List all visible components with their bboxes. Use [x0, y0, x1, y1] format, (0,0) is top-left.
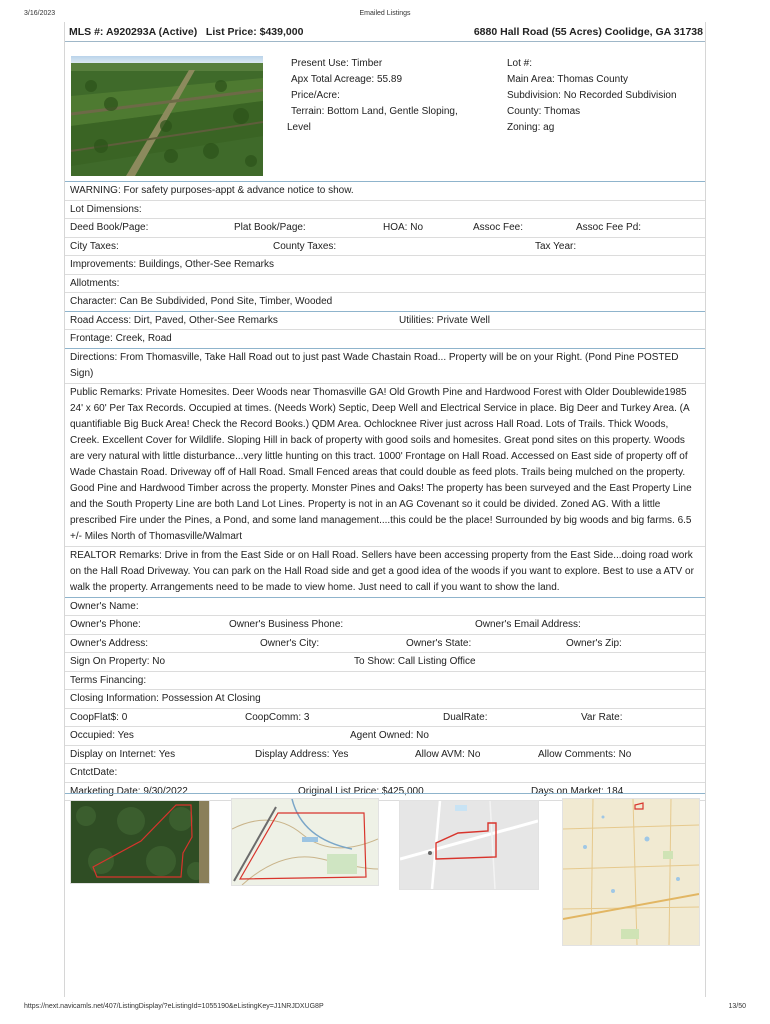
occupied: Occupied: Yes	[70, 730, 134, 741]
satellite-map-image[interactable]	[70, 800, 210, 884]
owner-address-row	[65, 634, 705, 653]
sign-row	[65, 652, 705, 671]
sign-on-property: Sign On Property: No	[70, 656, 166, 667]
page-number: 13/50	[728, 1003, 746, 1010]
area-map-image[interactable]	[562, 798, 700, 946]
owners-phone: Owner's Phone:	[70, 619, 141, 630]
terms-financing: Terms Financing:	[70, 674, 147, 686]
owners-city: Owner's City:	[260, 637, 320, 649]
coopcomm: CoopComm: 3	[245, 711, 310, 723]
closing-info: Closing Information: Possession At Closing	[70, 693, 261, 704]
terrain: Terrain: Bottom Land, Gentle Sloping,	[291, 106, 458, 117]
deed-book: Deed Book/Page:	[70, 222, 149, 233]
road-map-image[interactable]	[399, 800, 539, 890]
allow-comments: Allow Comments: No	[538, 748, 632, 760]
display-row	[65, 745, 705, 764]
allotments: Allotments:	[70, 277, 120, 289]
cntctdate: CntctDate:	[70, 767, 118, 778]
improvements: Improvements: Buildings, Other-See Remarks	[70, 259, 274, 270]
assoc-fee-pd: Assoc Fee Pd:	[576, 222, 642, 233]
public-remarks-row	[65, 383, 705, 546]
coopflat: CoopFlat$: 0	[70, 711, 128, 723]
owners-name: Owner's Name:	[70, 600, 139, 612]
owners-business-phone: Owner's Business Phone:	[229, 619, 344, 630]
zoning: Zoning: ag	[507, 122, 555, 133]
warning-row	[65, 181, 705, 200]
frontage-row	[65, 329, 705, 348]
access-row	[65, 311, 705, 330]
to-show: To Show: Call Listing Office	[354, 656, 476, 667]
character: Character: Can Be Subdivided, Pond Site, Timber, Wooded	[70, 296, 333, 307]
dualrate: DualRate:	[443, 711, 488, 723]
lot-dimensions-row	[65, 200, 705, 219]
mls-number-price: MLS #: A920293A (Active) List Price: $439,000	[69, 26, 304, 38]
owner-phone-row	[65, 615, 705, 634]
county: County: Thomas	[507, 106, 581, 117]
print-url[interactable]: https://next.navicamls.net/407/ListingDisplay/?eListingId=1055190&eListingKey=J1NRJDXUG8P	[24, 1003, 324, 1010]
owner-name-row	[65, 597, 705, 616]
improvements-row	[65, 255, 705, 274]
header-divider	[65, 41, 705, 42]
owners-email: Owner's Email Address:	[475, 619, 581, 630]
present-use: Present Use: Timber	[291, 58, 383, 69]
assoc-fee: Assoc Fee:	[473, 222, 524, 233]
owners-zip: Owner's Zip:	[566, 637, 622, 649]
display-address: Display Address: Yes	[255, 748, 349, 760]
lot-number: Lot #:	[507, 58, 533, 69]
listing-details	[65, 181, 705, 819]
owners-address: Owner's Address:	[70, 637, 149, 649]
listing-sheet	[64, 22, 706, 997]
property-info-left	[287, 56, 477, 136]
allotments-row	[65, 274, 705, 293]
warning-text: WARNING: For safety purposes-appt & advance notice to show.	[70, 185, 354, 196]
lot-dimensions: Lot Dimensions:	[70, 203, 142, 215]
agent-owned: Agent Owned: No	[350, 730, 429, 741]
terrain-cont: Level	[287, 122, 311, 133]
utilities: Utilities: Private Well	[399, 314, 490, 326]
owners-state: Owner's State:	[406, 637, 472, 649]
closing-row	[65, 689, 705, 708]
character-row	[65, 292, 705, 311]
public-remarks: Public Remarks: Private Homesites. Deer Woods near Thomasville GA! Old Growth Pine and Hardwood Forest with Older Doublewide1985 24' x 60' Per Tax Records. Occupied at times. (Needs Work) Septic, Deep Well and Electrical Service in place. Big Deer and Turkey Area. (A quantifiable Big Buck Area! Check the Record Books.) QDM Area. Ochlocknee River just across Hall Road. Lots of Trails. Thick Woods, Creek. Excellent Cover for Wildlife. Sloping Hill in back of property with good soils and homesites. Great pond sites on this property. Woods are very natural with little disturbance...very little hunting on this tract. 1000' Frontage on Hall Road. Accessed on East side of property off of Wade Chastain Road. Driveway off of Hall Road. Small Fenced areas that could double as feed plots. Trails being mulched on the property. Good Pine and Hardwood Timber across the property. Monster Pines and Oaks! The property has been surveyed and the East Property Line and the South Property Line are both Land Lot Lines. Property is not in an AG Covenant so it could be divided. Zoned AG. With a little prescribed Fire under the Pines, a Pond, and some land management....this could be the place! Surrounded by big woods and big farms. 6.5 +/- Miles North of Thomasville/Walmart	[70, 386, 692, 542]
realtor-remarks: REALTOR Remarks: Drive in from the East Side or on Hall Road. Sellers have been accessing property from the East Side...doing road work on the Hall Road Driveway. You can park on the Hall Road side and get a good idea of the woods if you want to explore. Best to use a ATV or walk the property. Arrangements need to be made to view home. Just need to call if you want to show the land.	[70, 549, 694, 593]
main-area: Main Area: Thomas County	[507, 74, 628, 85]
hoa: HOA: No	[383, 222, 424, 233]
coop-row	[65, 708, 705, 727]
marketing-date: Marketing Date: 9/30/2022	[70, 785, 188, 797]
subdivision: Subdivision: No Recorded Subdivision	[507, 90, 677, 101]
terms-row	[65, 671, 705, 690]
allow-avm: Allow AVM: No	[415, 748, 481, 760]
map-thumbnails	[65, 793, 705, 794]
frontage: Frontage: Creek, Road	[70, 333, 172, 344]
deed-row	[65, 218, 705, 237]
price-per-acre: Price/Acre:	[291, 90, 340, 101]
realtor-remarks-row	[65, 546, 705, 597]
property-photo[interactable]	[71, 56, 263, 176]
taxes-row	[65, 237, 705, 256]
tax-year: Tax Year:	[535, 240, 577, 252]
days-on-market: Days on Market: 184	[531, 785, 624, 797]
print-title: Emailed Listings	[359, 10, 411, 17]
original-list-price: Original List Price: $425,000	[298, 785, 424, 797]
property-info-right	[507, 56, 697, 136]
county-taxes: County Taxes:	[273, 240, 337, 252]
cntctdate-row	[65, 763, 705, 782]
listing-header	[69, 26, 703, 38]
plat-book: Plat Book/Page:	[234, 222, 306, 233]
listing-address: 6880 Hall Road (55 Acres) Coolidge, GA 31738	[473, 26, 703, 38]
var-rate: Var Rate:	[581, 711, 623, 723]
directions: Directions: From Thomasville, Take Hall Road out to just past Wade Chastain Road... Property will be on your Right. (Pond Pine POSTED Sign)	[70, 351, 679, 379]
total-acreage: Apx Total Acreage: 55.89	[291, 74, 403, 85]
print-date: 3/16/2023	[24, 10, 56, 17]
display-internet: Display on Internet: Yes	[70, 748, 176, 760]
occupied-row	[65, 726, 705, 745]
road-access: Road Access: Dirt, Paved, Other-See Remarks	[70, 314, 278, 326]
topographic-map-image[interactable]	[231, 798, 379, 886]
directions-row	[65, 348, 705, 383]
city-taxes: City Taxes:	[70, 240, 119, 252]
